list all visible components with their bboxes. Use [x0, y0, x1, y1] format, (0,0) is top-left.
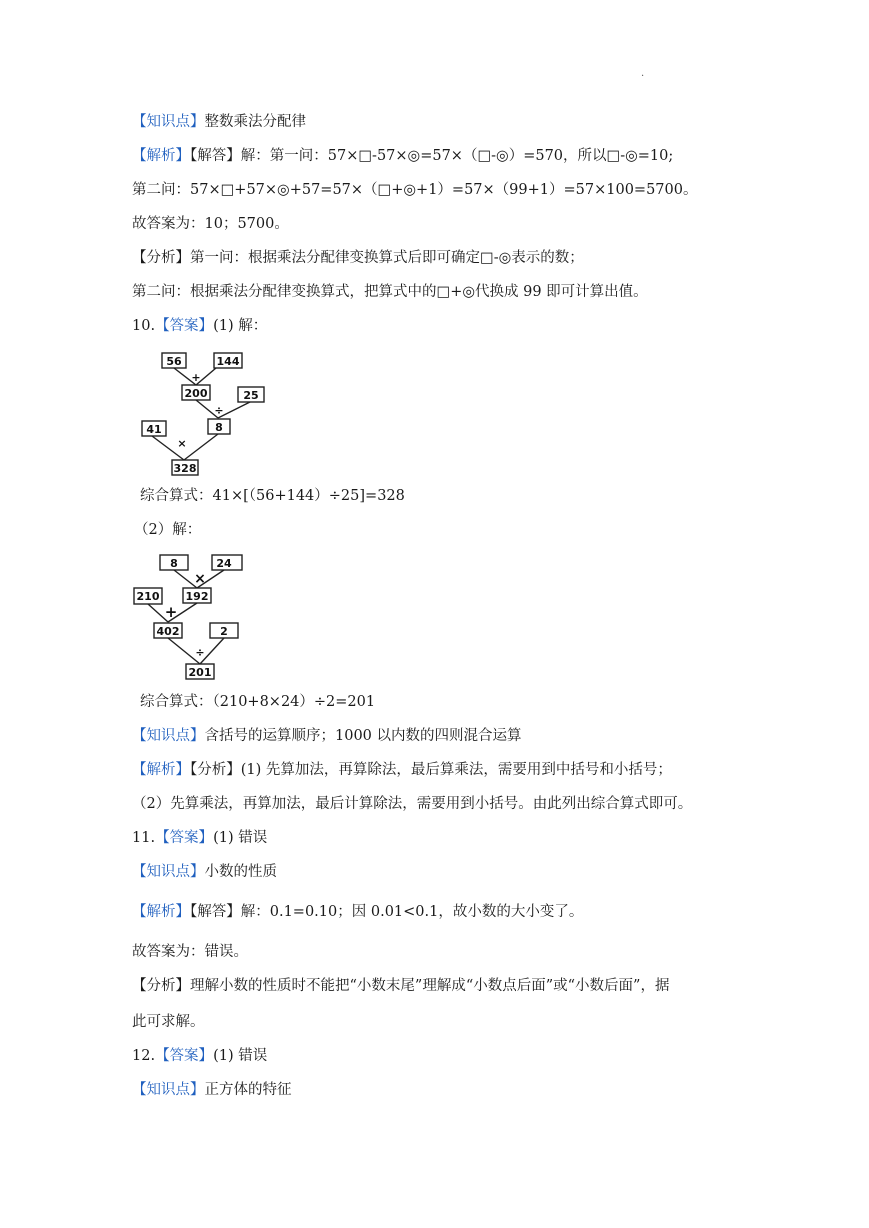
box-value: 192 — [185, 590, 209, 603]
q12-knowledge-line — [132, 1080, 292, 1100]
tag-knowledge: 【知识点】 — [132, 114, 205, 130]
tag-fenxi: 【分析】 — [190, 762, 241, 778]
text: (1) 解： — [213, 318, 268, 334]
calc-tree-diagram-2 — [132, 552, 248, 680]
q10-analysis-line-2: （2）先算乘法，再算加法，最后计算除法，需要用到小括号。由此列出综合算式即可。 — [132, 796, 693, 812]
text: (1) 先算加法，再算除法，最后算乘法，需要用到中括号和小括号； — [240, 762, 672, 778]
q11-fenxi-line — [132, 976, 669, 996]
tag-knowledge: 【知识点】 — [132, 728, 205, 744]
text: 整数乘法分配律 — [204, 114, 306, 130]
tag-answer: 【答案】 — [155, 1048, 214, 1064]
tag-answer: 【答案】 — [155, 830, 214, 846]
q11-number: 11. — [132, 830, 156, 846]
line-fenxi-1 — [132, 248, 584, 268]
divide-operator: ÷ — [214, 404, 224, 417]
multiply-operator: × — [177, 437, 187, 450]
q12-number: 12. — [132, 1048, 156, 1064]
tag-knowledge: 【知识点】 — [132, 1082, 205, 1098]
text: (1) 错误 — [213, 830, 268, 846]
q11-fenxi-line-2: 此可求解。 — [132, 1014, 205, 1030]
q10-knowledge-line — [132, 726, 522, 746]
text: (1) 错误 — [213, 1048, 268, 1064]
plus-operator: + — [191, 371, 201, 384]
tag-answer: 【解答】 — [190, 148, 241, 164]
text: 含括号的运算顺序；1000 以内数的四则混合运算 — [204, 728, 522, 744]
line-analysis-1 — [132, 146, 673, 166]
box-value: 328 — [173, 462, 197, 475]
q10-part-2: （2）解： — [134, 522, 202, 538]
tag-fenxi: 【分析】 — [132, 250, 190, 266]
tag-answer: 【答案】 — [155, 318, 214, 334]
tag-answer: 【解答】 — [190, 904, 241, 920]
text: 正方体的特征 — [204, 1082, 292, 1098]
line-knowledge-1 — [132, 112, 306, 132]
box-value: 41 — [146, 423, 162, 436]
text: 小数的性质 — [204, 864, 277, 880]
box-value: 8 — [170, 557, 178, 570]
box-value: 201 — [188, 666, 212, 679]
box-value: 25 — [243, 389, 259, 402]
box-value: 2 — [220, 625, 228, 638]
text: 解：第一问：57×□-57×◎=57×（□-◎）=570，所以□-◎=10; — [240, 148, 674, 164]
tag-analysis: 【解析】 — [132, 904, 190, 920]
text: 第一问：根据乘法分配律变换算式后即可确定□-◎表示的数； — [190, 250, 584, 266]
tag-analysis: 【解析】 — [132, 762, 190, 778]
plus-operator: + — [164, 603, 178, 621]
tag-analysis: 【解析】 — [132, 148, 190, 164]
q10-formula-1: 综合算式：41×[（56+144）÷25]=328 — [140, 488, 405, 504]
tag-knowledge: 【知识点】 — [132, 864, 205, 880]
box-value: 8 — [215, 421, 223, 434]
q11-knowledge-line — [132, 862, 277, 882]
box-value: 210 — [136, 590, 160, 603]
tag-fenxi: 【分析】 — [132, 978, 190, 994]
q12-answer-line — [132, 1046, 267, 1066]
box-value: 56 — [166, 355, 182, 368]
line-fenxi-2: 第二问：根据乘法分配律变换算式，把算式中的□+◎代换成 99 即可计算出值。 — [132, 284, 648, 300]
box-value: 402 — [156, 625, 180, 638]
box-value: 200 — [184, 387, 208, 400]
q10-formula-2: 综合算式：（210+8×24）÷2=201 — [140, 694, 376, 710]
q10-analysis-line — [132, 760, 672, 780]
q10-number: 10. — [132, 318, 156, 334]
header-dot: . — [641, 68, 645, 79]
box-value: 144 — [216, 355, 240, 368]
q11-answer-line — [132, 828, 267, 848]
line-second-question: 第二问：57×□+57×◎+57=57×（□+◎+1）=57×（99+1）=57×100=5700。 — [132, 182, 698, 198]
line-answer-summary: 故答案为：10；5700。 — [132, 216, 289, 232]
q10-answer-line — [132, 316, 267, 336]
q11-analysis-line — [132, 902, 583, 922]
q11-answer-summary: 故答案为：错误。 — [132, 944, 248, 960]
box-value: 24 — [216, 557, 232, 570]
multiply-operator: × — [194, 571, 206, 587]
text: 理解小数的性质时不能把“小数末尾”理解成“小数点后面”或“小数后面”，据 — [190, 978, 670, 994]
text: 解：0.1=0.10；因 0.01<0.1，故小数的大小变了。 — [240, 904, 584, 920]
calc-tree-diagram-1 — [138, 350, 268, 476]
divide-operator: ÷ — [195, 646, 205, 659]
